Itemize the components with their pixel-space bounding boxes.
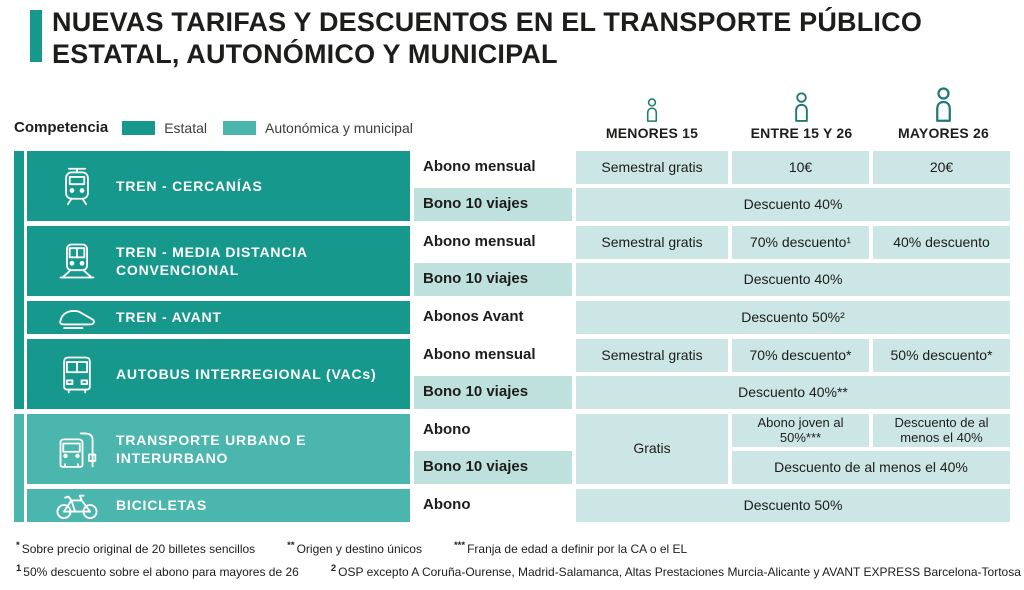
table-row-tren-media-distancia bbox=[27, 226, 1012, 296]
category-cell bbox=[27, 489, 410, 522]
value-cell: 50% descuento* bbox=[873, 339, 1010, 372]
category-cell bbox=[27, 151, 410, 221]
legend-title: Competencia bbox=[14, 119, 109, 136]
subrow-label: Abonos Avant bbox=[414, 301, 572, 334]
footnote: $^1$ 50% descuento sobre el abono para mayores de 26 bbox=[16, 563, 299, 579]
value-cell: Descuento de al menos el 40% bbox=[732, 451, 1010, 484]
value-cell: 40% descuento bbox=[873, 226, 1010, 259]
urban-bus-stop-icon bbox=[54, 427, 100, 471]
bus-icon bbox=[54, 352, 100, 396]
subrow-label: Bono 10 viajes bbox=[414, 263, 572, 296]
category-label: TRANSPORTE URBANO E INTERURBANO bbox=[116, 431, 307, 466]
footnote: *** Franja de edad a definir por la CA o el EL bbox=[453, 540, 688, 556]
subrow-label: Abono mensual bbox=[414, 151, 572, 184]
page-title-line2: ESTATAL, AUTONÓMICO Y MUNICIPAL bbox=[52, 38, 558, 69]
legend-item-autonomica bbox=[223, 120, 413, 136]
value-cell: Abono joven al 50%*** bbox=[732, 414, 869, 447]
column-header-label: MENORES 15 bbox=[605, 125, 699, 141]
category-cell bbox=[27, 339, 410, 409]
category-cell bbox=[27, 226, 410, 296]
table-row-transporte-urbano bbox=[27, 414, 1012, 484]
category-label: TREN - MEDIA DISTANCIA CONVENCIONAL bbox=[116, 243, 308, 278]
legend-label: Estatal bbox=[164, 119, 208, 136]
legend bbox=[14, 119, 429, 136]
tariffs-table bbox=[14, 151, 1012, 522]
category-label: TREN - CERCANÍAS bbox=[116, 177, 263, 194]
legend-label: Autonómica y municipal bbox=[265, 119, 413, 136]
footnotes-line-1 bbox=[16, 540, 719, 556]
person-large-icon bbox=[875, 84, 1012, 122]
person-small-icon bbox=[576, 84, 728, 122]
page-title-line1: NUEVAS TARIFAS Y DESCUENTOS EN EL TRANSPORTE PÚBLICO bbox=[52, 7, 923, 37]
footnote: $^2$ OSP excepto A Coruña-Ourense, Madrid-Salamanca, Altas Prestaciones Murcia-Alicante y AVANT EXPRESS Barcelona-Tortosa bbox=[330, 563, 1021, 579]
table-row-tren-avant bbox=[27, 301, 1012, 334]
high-speed-train-icon bbox=[54, 304, 100, 332]
category-label: BICICLETAS bbox=[116, 497, 207, 514]
footnotes-line-2 bbox=[16, 563, 1024, 579]
train-icon bbox=[54, 239, 100, 283]
subrow-label: Abono mensual bbox=[414, 339, 572, 372]
value-cell: Descuento de al menos el 40% bbox=[873, 414, 1010, 447]
tram-icon bbox=[54, 164, 100, 208]
value-cell: Descuento 40%** bbox=[576, 376, 1010, 409]
column-header-entre-15-26 bbox=[733, 84, 870, 141]
value-cell: Semestral gratis bbox=[576, 226, 728, 259]
estatal-stripe bbox=[14, 151, 24, 409]
value-cell: Descuento 50% bbox=[576, 489, 1010, 522]
subrow-label: Bono 10 viajes bbox=[414, 451, 572, 484]
footnote: ** Origen y destino únicos bbox=[287, 540, 422, 556]
column-header-menores-15 bbox=[576, 84, 728, 141]
table-row-tren-cercanias bbox=[27, 151, 1012, 221]
category-label: AUTOBUS INTERREGIONAL (VACs) bbox=[116, 365, 377, 382]
category-label: TREN - AVANT bbox=[116, 309, 222, 326]
category-cell bbox=[27, 414, 410, 484]
legend-item-estatal bbox=[122, 120, 207, 136]
value-cell: Semestral gratis bbox=[576, 151, 728, 184]
table-row-autobus-interregional bbox=[27, 339, 1012, 409]
person-medium-icon bbox=[733, 84, 870, 122]
value-cell: Gratis bbox=[576, 414, 728, 484]
table-row-bicicletas bbox=[27, 489, 1012, 522]
value-cell: Descuento 40% bbox=[576, 188, 1010, 221]
page-title bbox=[52, 7, 922, 71]
column-header-mayores-26 bbox=[875, 84, 1012, 141]
category-cell bbox=[27, 301, 410, 334]
value-cell: 10€ bbox=[732, 151, 869, 184]
column-header-label: ENTRE 15 Y 26 bbox=[750, 125, 853, 141]
value-cell: 70% descuento¹ bbox=[732, 226, 869, 259]
subrow-label: Abono bbox=[414, 414, 572, 447]
column-header-label: MAYORES 26 bbox=[898, 125, 989, 141]
value-cell: 20€ bbox=[873, 151, 1010, 184]
value-cell: Descuento 50%² bbox=[576, 301, 1010, 334]
value-cell: Descuento 40% bbox=[576, 263, 1010, 296]
bicycle-icon bbox=[54, 492, 100, 520]
title-accent-bar bbox=[30, 10, 42, 62]
value-cell: Semestral gratis bbox=[576, 339, 728, 372]
autonomica-stripe bbox=[14, 414, 24, 522]
subrow-label: Abono bbox=[414, 489, 572, 522]
subrow-label: Abono mensual bbox=[414, 226, 572, 259]
subrow-label: Bono 10 viajes bbox=[414, 376, 572, 409]
estatal-swatch bbox=[122, 121, 155, 135]
autonomica-swatch bbox=[223, 121, 256, 135]
footnote: * Sobre precio original de 20 billetes sencillos bbox=[16, 540, 256, 556]
value-cell: 70% descuento* bbox=[732, 339, 869, 372]
subrow-label: Bono 10 viajes bbox=[414, 188, 572, 221]
